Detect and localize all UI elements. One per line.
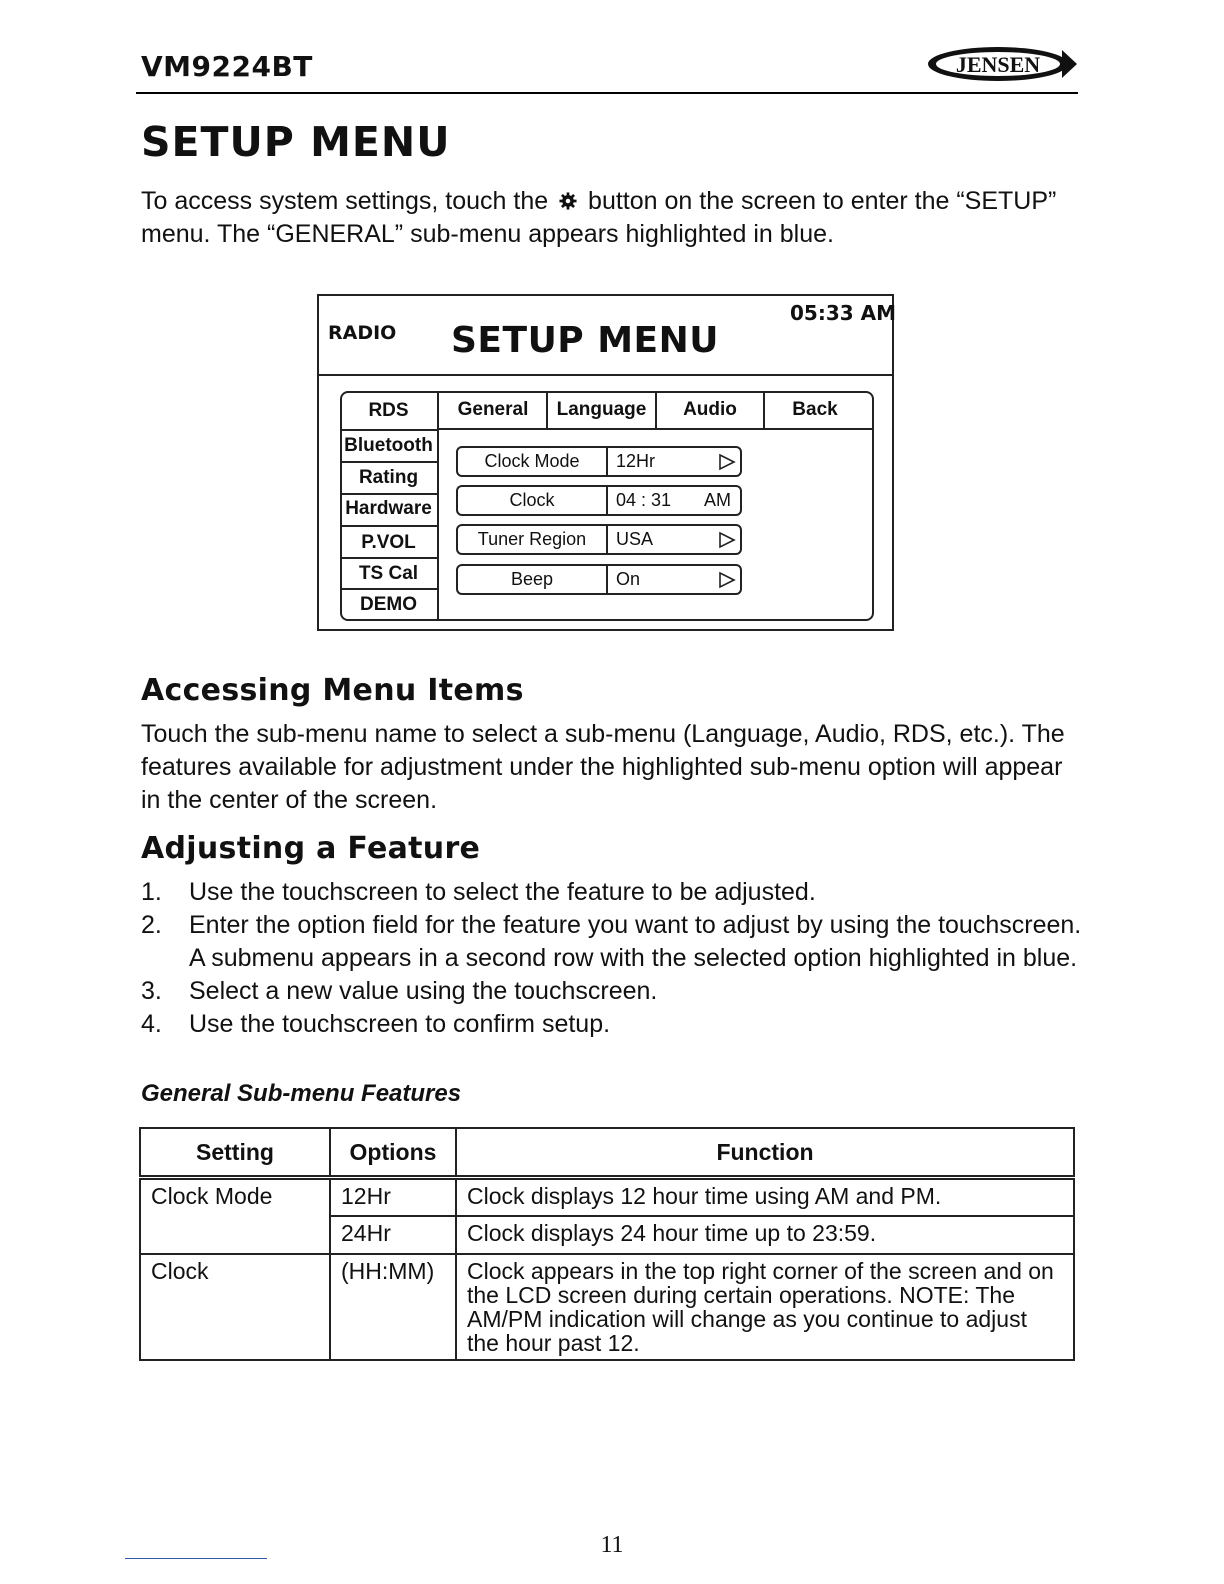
sidebar-item-rating[interactable]: Rating — [358, 467, 419, 488]
sidebar-divider — [340, 588, 437, 590]
cell-setting: Clock Mode — [140, 1178, 330, 1254]
adjusting-heading: Adjusting a Feature — [141, 831, 481, 866]
cell-setting: Clock — [140, 1254, 330, 1360]
step-number: 2. — [141, 911, 162, 939]
feature-row-clock[interactable] — [456, 485, 742, 516]
jensen-logo — [926, 45, 1078, 83]
screen-source-button[interactable]: RADIO — [328, 322, 397, 344]
sidebar-divider — [340, 525, 437, 527]
sidebar-item-bluetooth[interactable]: Bluetooth — [344, 435, 433, 456]
table-row — [140, 1178, 1074, 1216]
sidebar-item-rds[interactable]: RDS — [368, 400, 409, 421]
screen-clock: 05:33 AM — [790, 301, 897, 325]
step-text: Use the touchscreen to select the feature to be adjusted. — [189, 878, 816, 906]
sidebar-item-pvol[interactable]: P.VOL — [361, 532, 416, 553]
cell-function: Clock displays 24 hour time up to 23:59. — [456, 1216, 1074, 1254]
features-table — [139, 1127, 1075, 1361]
table-row — [140, 1254, 1074, 1360]
tab-language[interactable]: Language — [556, 399, 647, 420]
tab-back[interactable]: Back — [792, 399, 838, 420]
sidebar-item-hardware[interactable]: Hardware — [345, 498, 432, 519]
setup-sidebar — [340, 391, 439, 621]
feature-value: USA — [616, 529, 654, 549]
header-setting: Setting — [140, 1128, 330, 1178]
step-number: 1. — [141, 878, 162, 906]
table-caption: General Sub-menu Features — [141, 1080, 462, 1107]
page-number: 11 — [600, 1532, 624, 1558]
feature-value: 04 : 31 — [616, 490, 672, 510]
page-title: SETUP MENU — [141, 118, 451, 166]
list-item — [141, 975, 1101, 1008]
step-number: 4. — [141, 1010, 162, 1038]
play-arrow-icon[interactable] — [718, 453, 736, 471]
feature-value: On — [616, 569, 641, 589]
play-arrow-icon[interactable] — [718, 531, 736, 549]
header-rule — [136, 92, 1078, 94]
list-item — [141, 876, 1101, 909]
svg-text:JENSEN: JENSEN — [955, 52, 1041, 77]
intro-text-end: button on the screen to enter the “SETUP” menu. The “GENERAL” sub-menu appears highlighted in blue. — [141, 187, 1057, 248]
cell-function: Clock appears in the top right corner of the screen and on the LCD screen during certain operations. NOTE: The AM/PM indication will change as you continue to adjust the hour past 12. — [456, 1254, 1074, 1360]
tab-general[interactable]: General — [457, 399, 529, 420]
cell-option: 24Hr — [330, 1216, 456, 1254]
feature-row-beep[interactable] — [456, 564, 742, 595]
gear-icon — [559, 192, 577, 210]
cell-option: (HH:MM) — [330, 1254, 456, 1360]
step-text: Enter the option field for the feature you want to adjust by using the touchscreen. A submenu appears in a second row with the selected option highlighted in blue. — [189, 911, 1082, 972]
cell-function: Clock displays 12 hour time using AM and PM. — [456, 1178, 1074, 1216]
feature-name: Clock Mode — [458, 448, 608, 475]
intro-text-start: To access system settings, touch the — [141, 187, 549, 215]
accessing-heading: Accessing Menu Items — [141, 673, 524, 708]
step-text: Use the touchscreen to confirm setup. — [189, 1010, 611, 1038]
model-number: VM9224BT — [141, 50, 313, 83]
header-options: Options — [330, 1128, 456, 1178]
tab-audio[interactable]: Audio — [683, 399, 737, 420]
feature-row-tuner-region[interactable] — [456, 524, 742, 555]
feature-name: Tuner Region — [458, 526, 608, 553]
play-arrow-icon[interactable] — [718, 571, 736, 589]
accessing-body: Touch the sub-menu name to select a sub-menu (Language, Audio, RDS, etc.). The features available for adjustment under the highlighted sub-menu option will appear in the center of the screen. — [141, 720, 1065, 814]
feature-value: 12Hr — [616, 451, 656, 471]
screen-title: SETUP MENU — [451, 320, 720, 361]
adjusting-steps — [141, 876, 1101, 1041]
sidebar-item-demo[interactable]: DEMO — [360, 594, 417, 615]
intro-paragraph — [141, 185, 1101, 251]
cell-option: 12Hr — [330, 1178, 456, 1216]
screen-header-divider — [317, 374, 894, 376]
step-number: 3. — [141, 977, 162, 1005]
feature-name: Clock — [458, 487, 608, 514]
feature-row-clock-mode[interactable] — [456, 446, 742, 477]
feature-name: Beep — [458, 566, 608, 593]
feature-ampm: AM — [704, 490, 731, 510]
sidebar-divider — [340, 557, 437, 559]
setup-tabs — [439, 391, 874, 430]
footer-rule — [125, 1558, 267, 1559]
sidebar-item-ts-cal[interactable]: TS Cal — [358, 563, 419, 584]
sidebar-divider — [340, 429, 437, 431]
step-text: Select a new value using the touchscreen. — [189, 977, 658, 1005]
sidebar-divider — [340, 493, 437, 495]
list-item — [141, 909, 1101, 975]
list-item — [141, 1008, 1101, 1041]
sidebar-divider — [340, 461, 437, 463]
header-function: Function — [456, 1128, 1074, 1178]
table-header-row — [140, 1128, 1074, 1178]
